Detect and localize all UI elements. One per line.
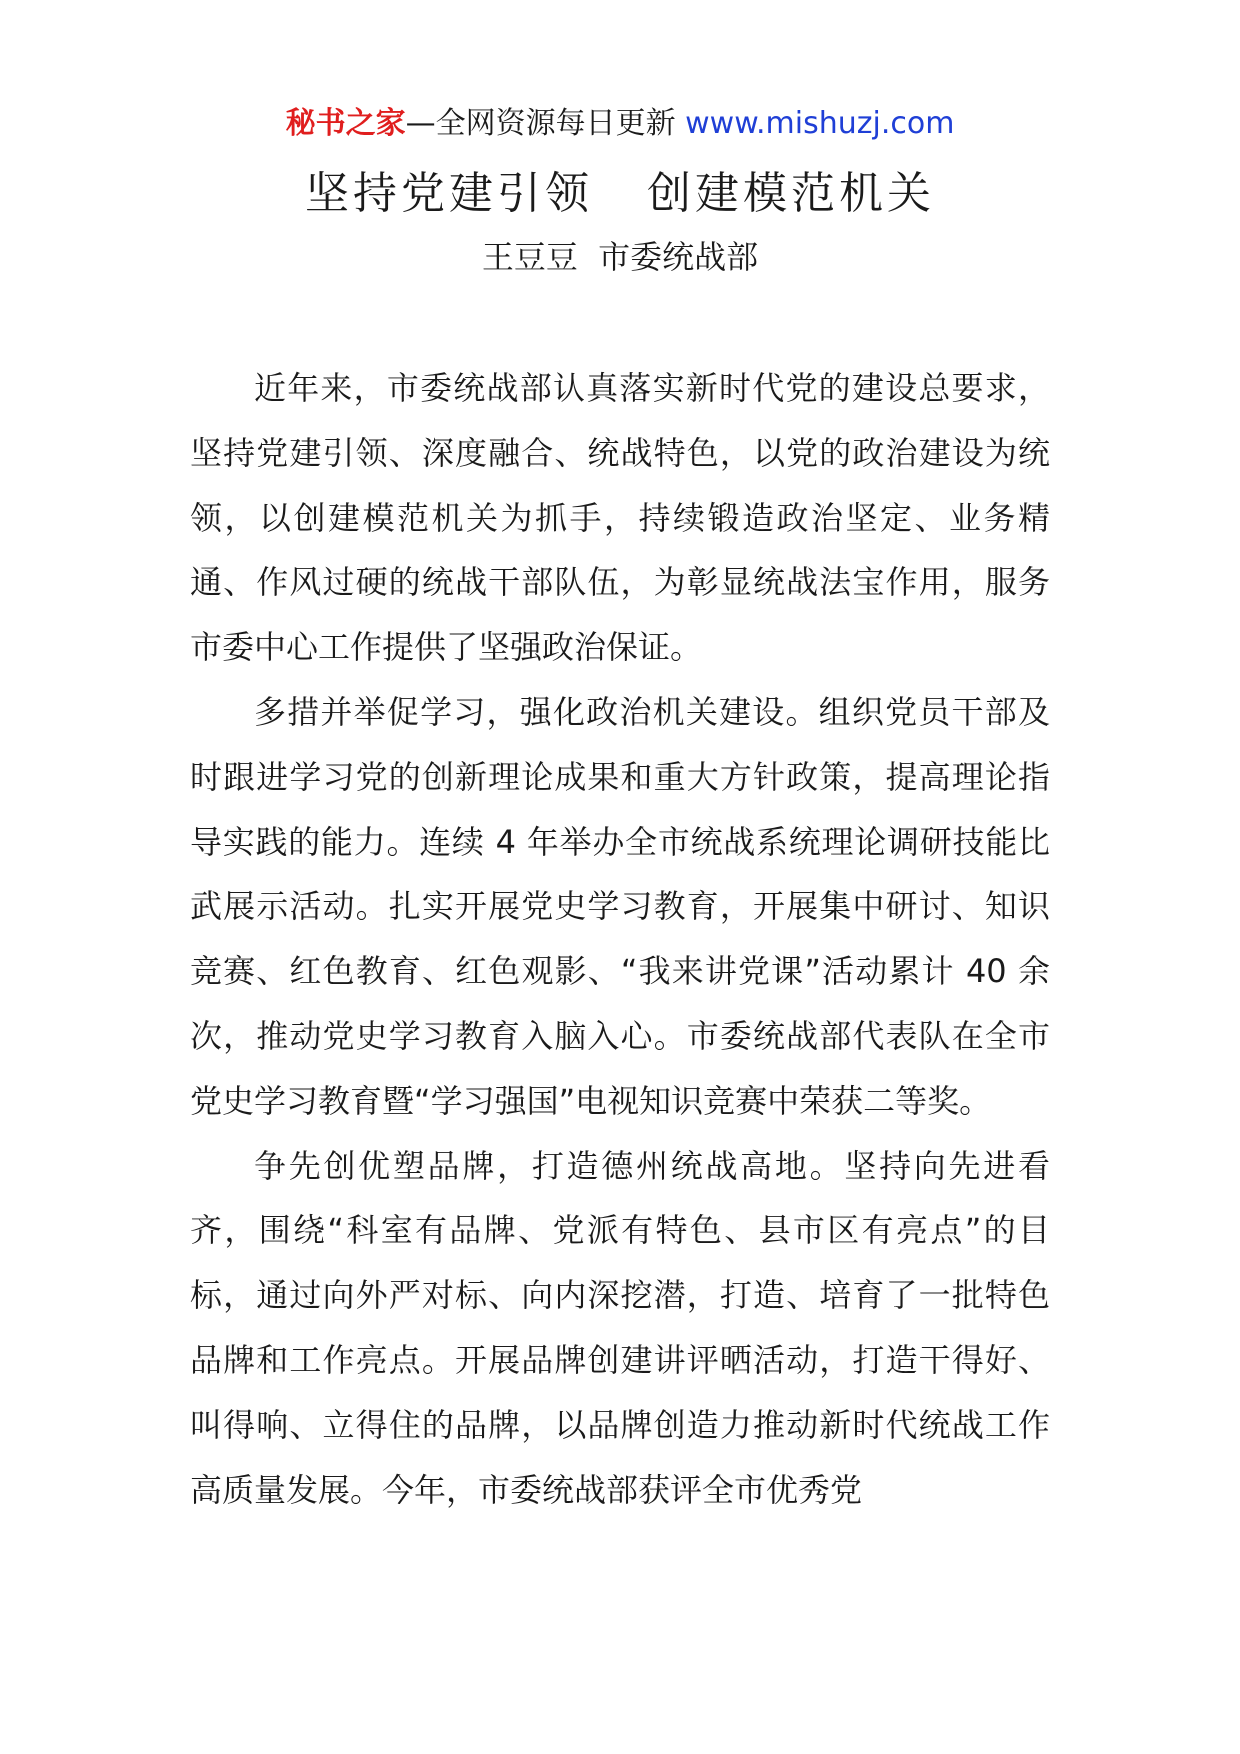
author-byline: 王豆豆 市委统战部 <box>481 238 759 276</box>
body-paragraph-3: 争先创优塑品牌，打造德州统战高地。坚持向先进看齐，围绕“科室有品牌、党派有特色、县市区有亮点”的目标，通过向外严对标、向内深挖潜，打造、培育了一批特色品牌和工作亮点。开展品牌创建讲评晒活动，打造干得好、叫得响、立得住的品牌，以品牌创造力推动新时代统战工作高质量发展。今年，市委统战部获评全市优秀党 <box>190 1146 1050 1509</box>
document-body <box>190 356 1050 1522</box>
body-paragraph-2: 多措并举促学习，强化政治机关建设。组织党员干部及时跟进学习党的创新理论成果和重大方针政策，提高理论指导实践的能力。连续 4 年举办全市统战系统理论调研技能比武展示活动。扎实开展党史学习教育，开展集中研讨、知识竞赛、红色教育、红色观影、“我来讲党课”活动累计 40 余次，推动党史学习教育入脑入心。市委统战部代表队在全市党史学习教育暨“学习强国”电视知识竞赛中荣获二等奖。 <box>190 692 1050 1120</box>
body-paragraph-1: 近年来，市委统战部认真落实新时代党的建设总要求，坚持党建引领、深度融合、统战特色，以党的政治建设为统领，以创建模范机关为抓手，持续锻造政治坚定、业务精通、作风过硬的统战干部队伍，为彰显统战法宝作用，服务市委中心工作提供了坚强政治保证。 <box>190 369 1050 667</box>
site-url-link[interactable]: www.mishuzj.com <box>685 106 955 141</box>
header-dash: — <box>405 106 436 141</box>
site-brand-name: 秘书之家 <box>285 106 406 141</box>
document-title: 坚持党建引领 创建模范机关 <box>305 168 935 219</box>
site-header-banner <box>0 102 1240 146</box>
site-slogan: 全网资源每日更新 <box>435 106 686 141</box>
